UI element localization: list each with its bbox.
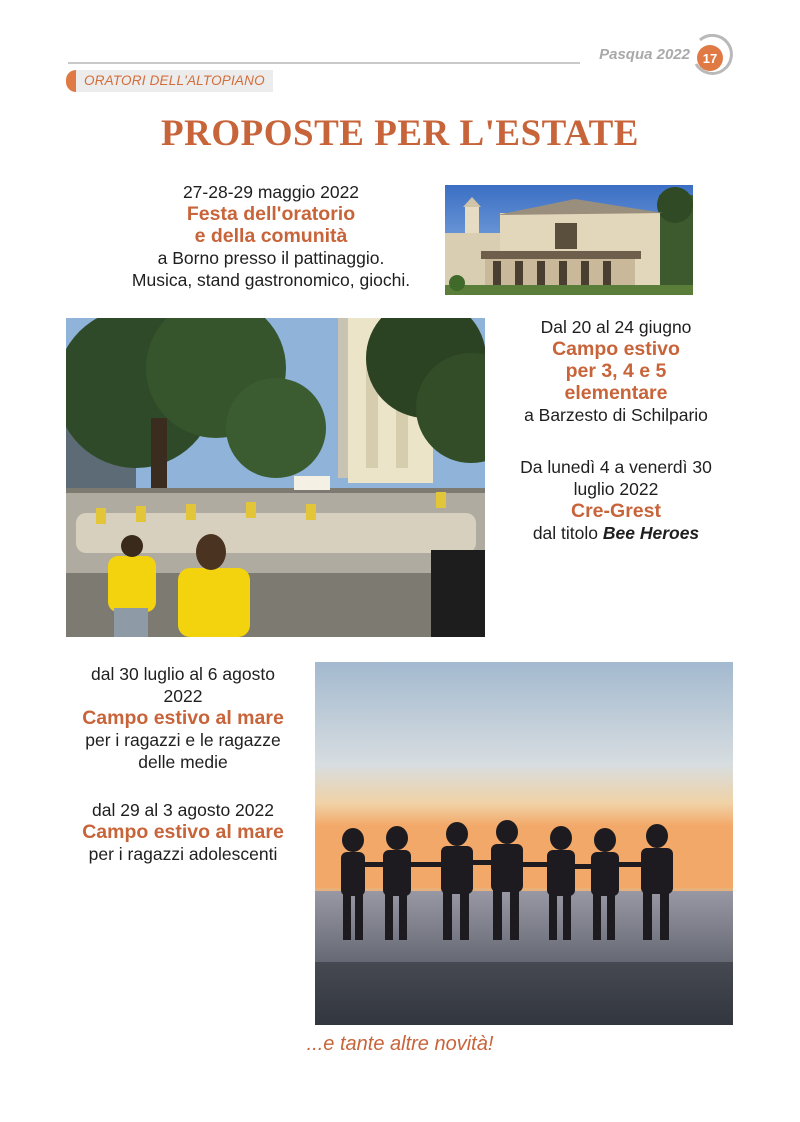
festa-name-line1: Festa dell'oratorio <box>186 203 356 225</box>
page-number-badge <box>690 34 734 82</box>
campo-medie-audience-line2: delle medie <box>138 752 228 772</box>
cregrest-subtitle-prefix: dal titolo <box>532 523 603 543</box>
campo-medie-audience-line1: per i ragazzi e le ragazze <box>85 730 281 750</box>
crowd-piazza-photo <box>66 318 485 637</box>
campo-elementari-name-line3: elementare <box>564 382 668 404</box>
oratorio-building-photo <box>445 185 693 295</box>
campo-elementari-place: a Barzesto di Schilpario <box>524 405 708 425</box>
section-tab <box>66 70 273 92</box>
campo-elementari-name-line1: Campo estivo <box>552 338 680 360</box>
campo-adolescenti-name: Campo estivo al mare <box>82 821 284 843</box>
campo-medie-name: Campo estivo al mare <box>82 707 284 729</box>
cregrest-date-line1: Da lunedì 4 a venerdì 30 <box>520 457 712 477</box>
cregrest-name: Cre-Grest <box>571 500 661 522</box>
campo-medie-block <box>62 663 304 773</box>
campo-adolescenti-date: dal 29 al 3 agosto 2022 <box>92 800 274 820</box>
festa-place: a Borno presso il pattinaggio. <box>157 248 385 268</box>
issue-label: Pasqua 2022 <box>599 46 690 63</box>
sunset-sea-photo <box>315 662 733 1025</box>
page-title: PROPOSTE PER L'ESTATE <box>161 113 639 154</box>
campo-adolescenti-audience: per i ragazzi adolescenti <box>88 844 278 864</box>
festa-name-line2: e della comunità <box>194 225 348 247</box>
campo-medie-date-line1: dal 30 luglio al 6 agosto <box>91 664 275 684</box>
festa-date: 27-28-29 maggio 2022 <box>182 182 360 202</box>
campo-elementari-date: Dal 20 al 24 giugno <box>540 317 692 337</box>
section-tab-swatch <box>66 70 76 92</box>
cregrest-subtitle <box>496 522 736 544</box>
cregrest-block <box>496 456 736 544</box>
campo-elementari-name-line2: per 3, 4 e 5 <box>565 360 667 382</box>
festa-block <box>110 181 432 291</box>
page-number: 17 <box>702 51 718 66</box>
closing-text: ...e tante altre novità! <box>306 1033 494 1055</box>
cregrest-subtitle-title: Bee Heroes <box>602 523 700 543</box>
cregrest-date-line2: luglio 2022 <box>573 479 659 499</box>
campo-adolescenti-block <box>62 799 304 865</box>
campo-medie-date-line2: 2022 <box>163 686 203 706</box>
festa-details: Musica, stand gastronomico, giochi. <box>131 270 411 290</box>
header-rule <box>68 62 580 64</box>
section-label: ORATORI DELL'ALTOPIANO <box>76 70 273 92</box>
campo-elementari-block <box>502 316 730 426</box>
